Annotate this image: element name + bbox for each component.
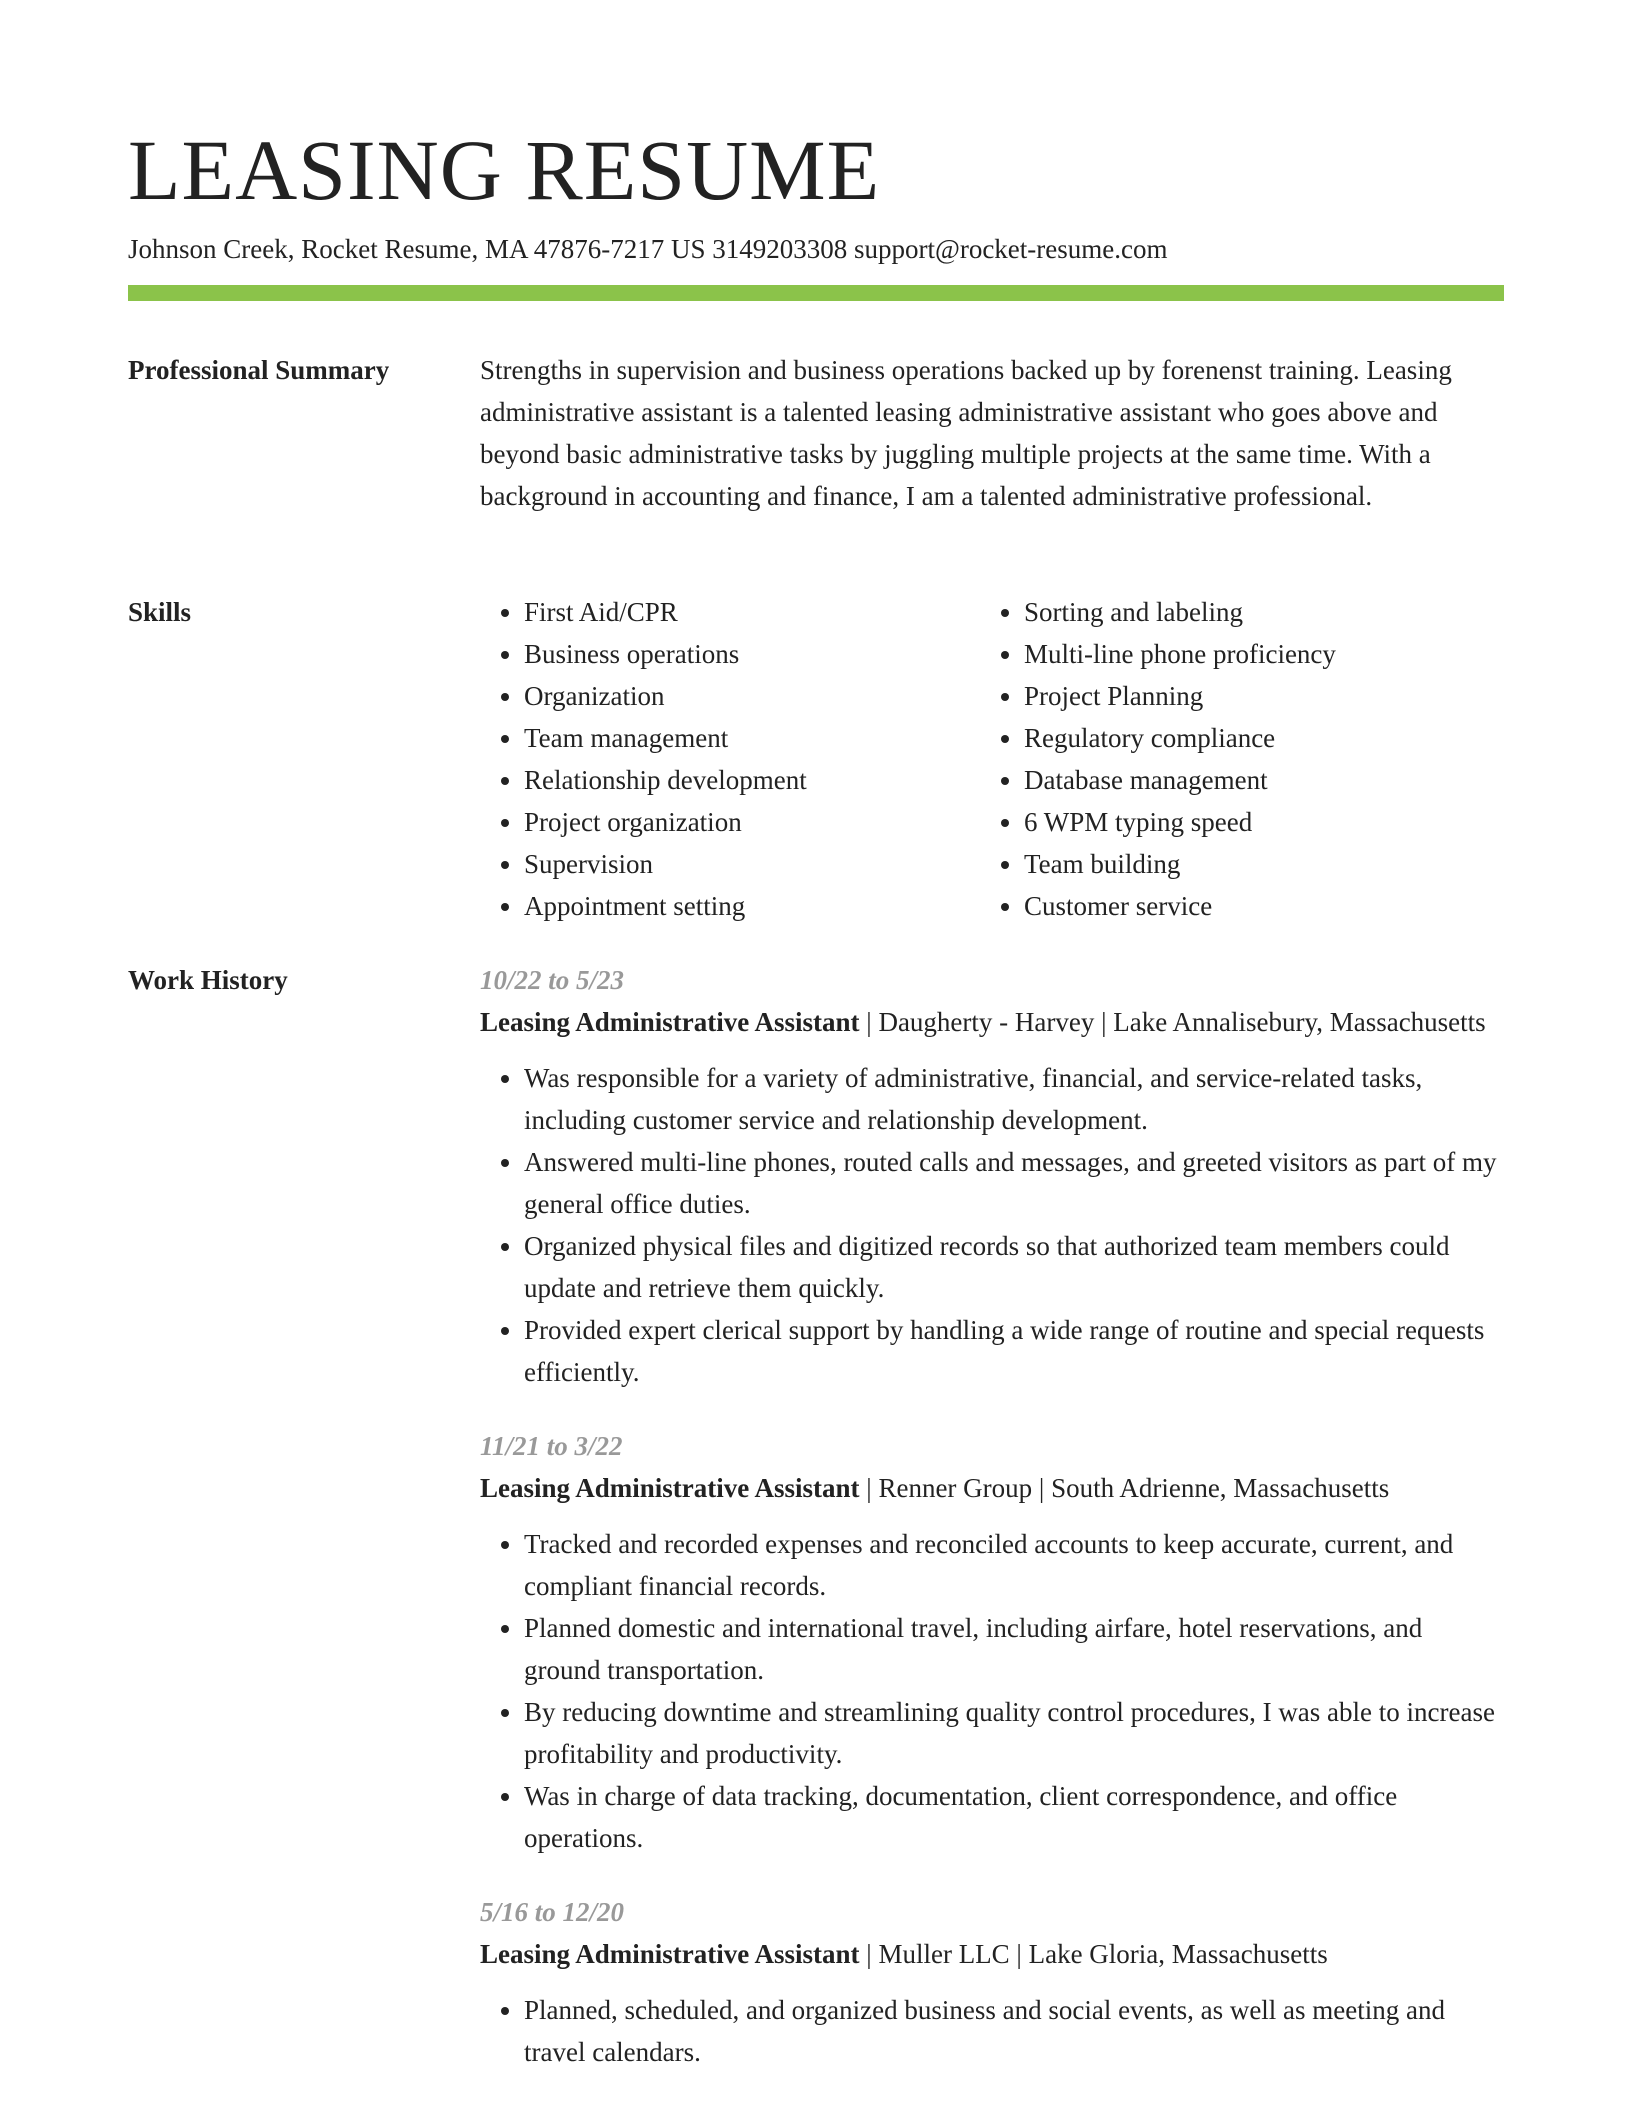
- skill-item: • Project organization: [524, 801, 1024, 843]
- skill-item: • 6 WPM typing speed: [1024, 801, 1524, 843]
- job-bullet: • Answered multi-line phones, routed calls and messages, and greeted visitors as part of my general office duties.: [524, 1141, 1504, 1225]
- job-role: Leasing Administrative Assistant: [480, 1473, 860, 1503]
- skill-item: • Organization: [524, 675, 1024, 717]
- skills-list-left: [480, 591, 1024, 927]
- job-details: | Muller LLC | Lake Gloria, Massachusetts: [859, 1939, 1328, 1969]
- accent-divider: [128, 285, 1504, 301]
- skill-item: • Team management: [524, 717, 1024, 759]
- work-history-heading: Work History: [128, 965, 288, 995]
- resume-title: LEASING RESUME: [128, 122, 881, 218]
- job-role: Leasing Administrative Assistant: [480, 1007, 860, 1037]
- job-bullet: • By reducing downtime and streamlining quality control procedures, I was able to increase profitability and productivity.: [524, 1691, 1504, 1775]
- skill-item: • Database management: [1024, 759, 1524, 801]
- job-role: Leasing Administrative Assistant: [480, 1939, 860, 1969]
- job-entry: [480, 1891, 1504, 2073]
- skill-item: • Supervision: [524, 843, 1024, 885]
- skills-list-right: [980, 591, 1524, 927]
- skill-item: • Team building: [1024, 843, 1524, 885]
- job-bullet: • Was responsible for a variety of administrative, financial, and service-related tasks, including customer service and relationship development.: [524, 1057, 1504, 1141]
- job-bullet: • Planned, scheduled, and organized business and social events, as well as meeting and travel calendars.: [524, 1989, 1504, 2073]
- skill-item: • Multi-line phone proficiency: [1024, 633, 1524, 675]
- summary-text: Strengths in supervision and business operations backed up by forenenst training. Leasing administrative assistant is a talented leasing administrative assistant who goes above and beyond basic administrative tasks by juggling multiple projects at the same time. With a background in accounting and finance, I am a talented administrative professional.: [480, 355, 1452, 511]
- work-history-body: [480, 959, 1504, 2073]
- job-bullets: [480, 1989, 1504, 2073]
- job-title-line: [480, 1001, 1504, 1043]
- summary-heading: Professional Summary: [128, 355, 390, 385]
- skill-item: • Customer service: [1024, 885, 1524, 927]
- job-entry: [480, 1425, 1504, 1859]
- job-dates: 10/22 to 5/23: [480, 965, 625, 995]
- skill-item: • Relationship development: [524, 759, 1024, 801]
- job-dates: 5/16 to 12/20: [480, 1897, 625, 1927]
- job-title-line: [480, 1933, 1504, 1975]
- skill-item: • Regulatory compliance: [1024, 717, 1524, 759]
- job-entry: [480, 959, 1504, 1393]
- job-bullet: • Tracked and recorded expenses and reconciled accounts to keep accurate, current, and compliant financial records.: [524, 1523, 1504, 1607]
- contact-line: Johnson Creek, Rocket Resume, MA 47876-7217 US 3149203308 support@rocket-resume.com: [128, 234, 1168, 264]
- skills-heading: Skills: [128, 597, 192, 627]
- job-title-line: [480, 1467, 1504, 1509]
- skill-item: • First Aid/CPR: [524, 591, 1024, 633]
- job-dates: 11/21 to 3/22: [480, 1431, 623, 1461]
- job-bullets: [480, 1523, 1504, 1859]
- skill-item: • Appointment setting: [524, 885, 1024, 927]
- summary-body: [480, 349, 1504, 517]
- skill-item: • Project Planning: [1024, 675, 1524, 717]
- skill-item: • Sorting and labeling: [1024, 591, 1524, 633]
- job-details: | Renner Group | South Adrienne, Massachusetts: [859, 1473, 1390, 1503]
- job-bullet: • Was in charge of data tracking, documentation, client correspondence, and office operations.: [524, 1775, 1504, 1859]
- job-bullet: • Planned domestic and international travel, including airfare, hotel reservations, and ground transportation.: [524, 1607, 1504, 1691]
- job-details: | Daugherty - Harvey | Lake Annalisebury, Massachusetts: [859, 1007, 1486, 1037]
- job-bullets: [480, 1057, 1504, 1393]
- job-bullet: • Organized physical files and digitized records so that authorized team members could update and retrieve them quickly.: [524, 1225, 1504, 1309]
- job-bullet: • Provided expert clerical support by handling a wide range of routine and special requests efficiently.: [524, 1309, 1504, 1393]
- skill-item: • Business operations: [524, 633, 1024, 675]
